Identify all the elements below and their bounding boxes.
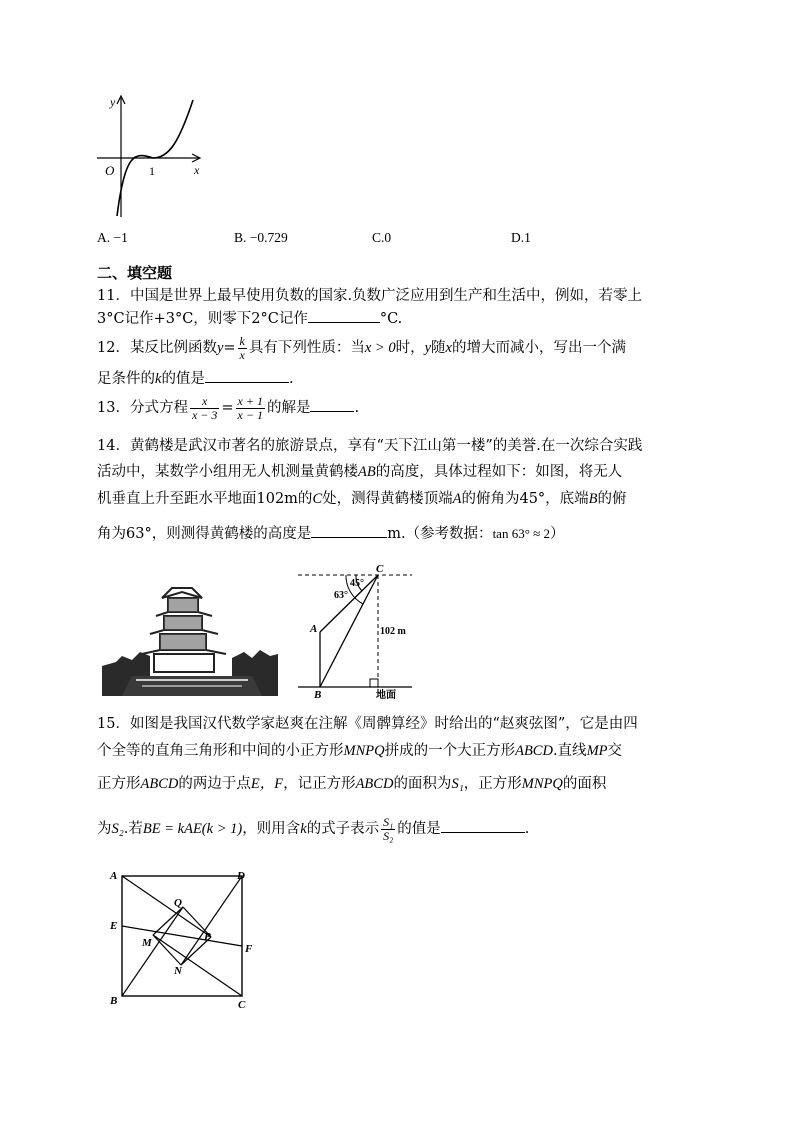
- q15-abcd: ABCD: [515, 743, 553, 759]
- q15-line2: [97, 741, 622, 761]
- q12-end: .: [288, 371, 294, 387]
- q14-b: B: [588, 491, 598, 507]
- q13-prefix: 13．分式方程: [97, 400, 188, 416]
- q15-k: k: [300, 821, 307, 837]
- x-label: x: [194, 163, 200, 177]
- q14-ref: tan 63° ≈ 2: [492, 526, 551, 541]
- q15-frac-num: S₁: [383, 814, 394, 829]
- label-p: P: [204, 931, 211, 943]
- q12-text-g: 的值是: [161, 371, 205, 387]
- q11-answer-blank[interactable]: [308, 308, 380, 323]
- line-cb: [320, 575, 378, 687]
- q15-text-g: ，记正方形: [283, 776, 356, 792]
- section-heading: 二、填空题: [97, 264, 173, 282]
- q15-text-o: 的值是: [397, 821, 441, 837]
- q15-mnpq2: MNPQ: [521, 776, 563, 792]
- q13-line: [97, 392, 359, 424]
- q15-text-a: 个全等的直角三角形和中间的小正方形: [97, 743, 344, 759]
- q14-text-b: 的高度，具体过程如下：如图，将无人: [375, 464, 623, 480]
- q11-text-b: °C.: [379, 311, 403, 327]
- q14-text-f: 的俯: [597, 491, 627, 507]
- q15-text-d: 交: [607, 743, 622, 759]
- label-m: M: [142, 937, 152, 949]
- q15-end: .: [524, 821, 530, 837]
- q15-s1: S₁: [451, 776, 464, 792]
- q14-text-c: 机垂直上升至距水平地面102m的: [97, 491, 313, 507]
- q15-line3: [97, 774, 606, 794]
- q13-frac1-den: x − 3: [191, 407, 218, 422]
- q12-line1: [97, 334, 626, 362]
- q15-cond: BE = kAE(k > 1): [142, 821, 243, 837]
- q14-a: A: [452, 491, 462, 507]
- q12-frac-num: k: [239, 333, 245, 348]
- q15-text-i: ，正方形: [463, 776, 522, 792]
- option-c: C.0: [372, 230, 392, 245]
- q15-text-h: 的面积为: [393, 776, 452, 792]
- label-e: E: [110, 920, 118, 932]
- right-angle-mark: [370, 679, 378, 687]
- cubic-graph: [95, 92, 210, 220]
- option-a: A. −1: [97, 230, 128, 245]
- q15-mnpq: MNPQ: [343, 743, 385, 759]
- label-b: B: [110, 995, 118, 1007]
- label-a: A: [310, 623, 318, 635]
- line-ca: [320, 575, 378, 632]
- q14-answer-blank[interactable]: [311, 523, 387, 538]
- y-label: y: [110, 95, 116, 109]
- q15-text-c: .直线: [552, 743, 587, 759]
- q15-text-j: 的面积: [562, 776, 607, 792]
- label-q: Q: [174, 897, 182, 909]
- q12-k: k: [155, 371, 162, 387]
- q12-text-e: 的增大而减小，写出一个满: [451, 340, 626, 356]
- inner-lines: [122, 876, 242, 996]
- q15-s2: S₂: [111, 821, 124, 837]
- q12-y: y: [216, 340, 224, 356]
- q15-text-k: 为: [97, 821, 112, 837]
- q15-text-e: 正方形: [97, 776, 141, 792]
- label-ground: 地面: [376, 690, 396, 700]
- tower-shading: [160, 598, 206, 650]
- q15-fraction: [381, 816, 395, 843]
- q12-eq: =: [223, 340, 236, 356]
- q15-line4: [97, 811, 529, 847]
- q12-fraction: [238, 335, 247, 362]
- q14-c: C: [312, 491, 323, 507]
- q12-cond: x > 0: [364, 340, 396, 356]
- q13-end: .: [354, 400, 360, 416]
- q14-text-e: 的俯角为45°，底端: [461, 491, 589, 507]
- q15-line1: 15．如图是我国汉代数学家赵爽在注解《周髀算经》时给出的“赵爽弦图”，它是由四: [97, 716, 638, 732]
- label-b: B: [314, 689, 322, 700]
- label-f: F: [245, 943, 253, 955]
- q15-text-f: 的两边于点: [178, 776, 251, 792]
- q13-frac1-num: x: [190, 395, 219, 409]
- q15-abcd3: ABCD: [355, 776, 394, 792]
- q13-suffix: 的解是: [266, 400, 311, 416]
- q13-frac2-den: x − 1: [237, 407, 263, 422]
- q11-line1: 11．中国是世界上最早使用负数的国家.负数广泛应用到生产和生活中，例如，若零上: [97, 288, 643, 304]
- q12-x: x: [445, 340, 452, 356]
- q15-ef: E，F: [250, 776, 284, 792]
- q13-eq: =: [221, 400, 234, 416]
- q12-text-d: 随: [431, 340, 446, 356]
- tick-1-label: 1: [149, 164, 155, 178]
- label-45: 45°: [350, 578, 364, 589]
- q13-fraction-right: [236, 395, 265, 422]
- q12-line2: [97, 368, 294, 389]
- q15-text-n: 的式子表示: [306, 821, 380, 837]
- q15-mp: MP: [586, 743, 608, 759]
- label-d: D: [237, 870, 245, 882]
- label-102m: 102 m: [380, 626, 406, 637]
- q15-answer-blank[interactable]: [441, 818, 525, 833]
- label-63: 63°: [334, 590, 348, 601]
- q14-text-i: ）: [550, 526, 565, 542]
- q11-text-a: 3°C记作+3°C，则零下2°C记作: [97, 311, 308, 327]
- q12-frac-den: x: [239, 347, 245, 362]
- q15-text-l: .若: [123, 821, 143, 837]
- q12-answer-blank[interactable]: [205, 368, 289, 383]
- q15-diagram: [106, 866, 256, 1008]
- q12-y2: y: [424, 340, 432, 356]
- q14-line1: 14．黄鹤楼是武汉市著名的旅游景点，享有“天下江山第一楼”的美誉.在一次综合实践: [97, 438, 643, 454]
- q15-text-b: 拼成的一个大正方形: [384, 743, 516, 759]
- q14-ab: AB: [358, 464, 376, 480]
- q13-frac2-num: x + 1: [237, 393, 263, 408]
- q15-text-m: ，则用含: [242, 821, 301, 837]
- q14-line4: [97, 523, 565, 544]
- q14-text-g: 角为63°，则测得黄鹤楼的高度是: [97, 526, 312, 542]
- q14-text-h: m.（参考数据：: [387, 526, 493, 542]
- origin-label: O: [105, 163, 115, 178]
- q12-text-a: 12．某反比例函数: [97, 340, 217, 356]
- label-c: C: [238, 999, 246, 1008]
- q12-text-b: 具有下列性质：当: [248, 340, 365, 356]
- q13-fraction-left: [190, 395, 219, 422]
- label-n: N: [174, 965, 182, 977]
- label-a: A: [110, 870, 118, 882]
- option-b: B. −0.729: [234, 230, 288, 245]
- q15-frac-den: S₂: [383, 828, 394, 843]
- q12-text-f: 足条件的: [97, 371, 155, 387]
- q14-diagram: [296, 560, 416, 700]
- q13-answer-blank[interactable]: [310, 397, 354, 412]
- q12-text-c: 时，: [395, 340, 425, 356]
- label-c: C: [376, 563, 384, 575]
- q14-text-a: 活动中，某数学小组用无人机测量黄鹤楼: [97, 464, 358, 480]
- q14-line2: [97, 462, 622, 482]
- q11-line2: [97, 308, 402, 329]
- q14-line3: [97, 489, 627, 509]
- q14-text-d: 处，测得黄鹤楼顶端: [322, 491, 453, 507]
- q15-abcd2: ABCD: [140, 776, 179, 792]
- yellow-crane-tower-image: [102, 578, 278, 696]
- option-d: D.1: [511, 230, 531, 245]
